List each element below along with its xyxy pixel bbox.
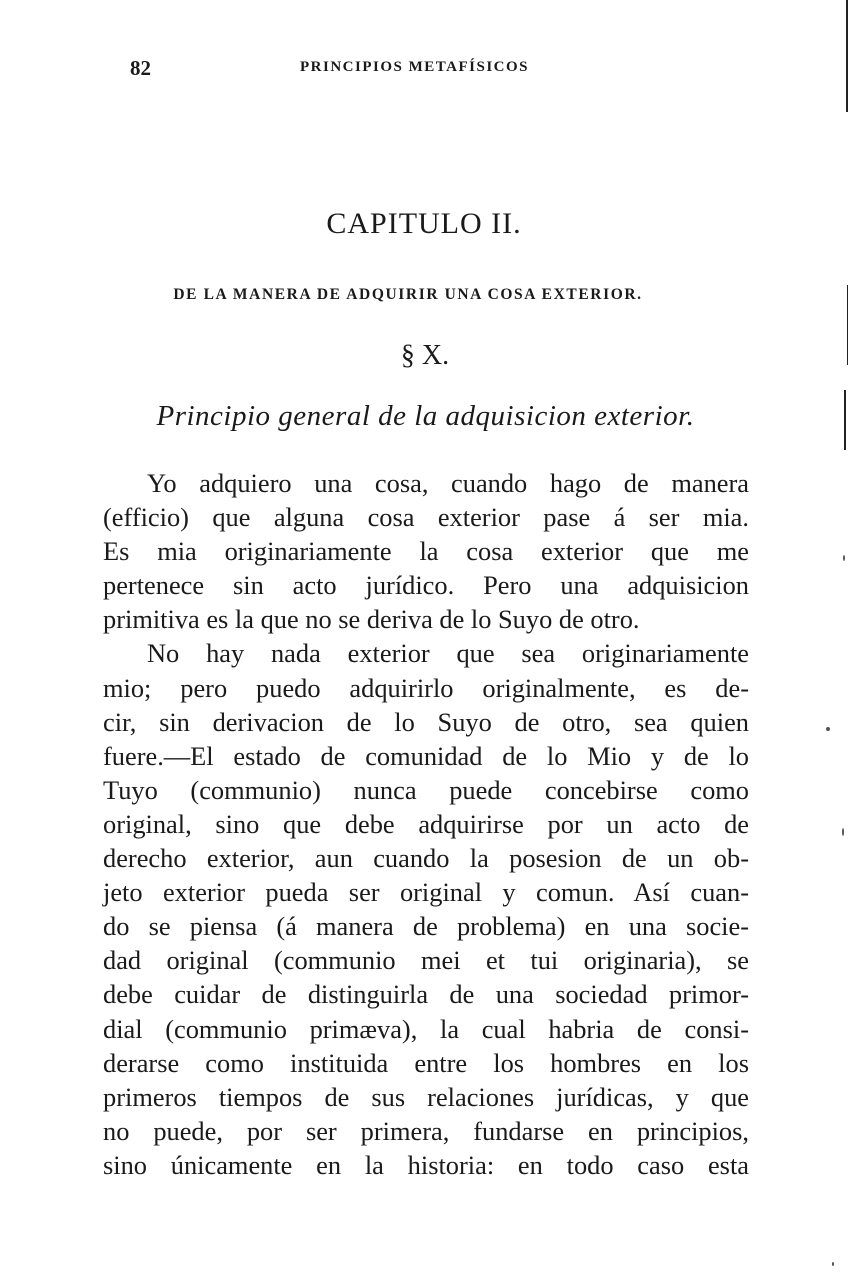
section-heading: Principio general de la adquisicion exterior. xyxy=(156,400,695,432)
scan-speck xyxy=(843,555,845,561)
scan-speck xyxy=(832,1262,834,1266)
text-line: cir, sin derivacion de lo Suyo de otro, sea quien xyxy=(103,706,749,737)
chapter-subtitle: DE LA MANERA DE ADQUIRIR UNA COSA EXTERIOR. xyxy=(173,286,643,303)
section-mark-text: § X. xyxy=(400,340,450,371)
text-line: jeto exterior pueda ser original y comun. Así cuan- xyxy=(103,877,749,908)
scan-speck xyxy=(826,727,830,731)
running-title: PRINCIPIOS METAFÍSICOS xyxy=(300,59,530,75)
text-line: derarse como instituida entre los hombres en los xyxy=(103,1047,749,1078)
page-number: 82 xyxy=(130,56,151,80)
text-line: primeros tiempos de sus relaciones jurídicas, y que xyxy=(103,1081,749,1112)
body-text xyxy=(103,466,749,1182)
section-mark xyxy=(0,340,854,372)
text-line: dial (communio primæva), la cual habria de consi- xyxy=(103,1013,749,1044)
gutter-line xyxy=(846,0,848,112)
text-line: debe cuidar de distinguirla de una sociedad primor- xyxy=(103,979,749,1010)
gutter-line xyxy=(847,285,848,365)
text-line: primitiva es la que no se deriva de lo Suyo de otro. xyxy=(103,604,640,635)
text-line: mio; pero puedo adquirirlo originalmente, es de- xyxy=(103,672,749,703)
text-line: dad original (communio mei et tui originaria), se xyxy=(103,945,749,976)
text-line: Yo adquiero una cosa, cuando hago de manera xyxy=(147,468,749,498)
chapter-title xyxy=(0,207,854,241)
text-line: pertenece sin acto jurídico. Pero una adquisicion xyxy=(103,570,749,601)
text-line: No hay nada exterior que sea originariamente xyxy=(147,638,749,669)
running-head xyxy=(130,56,750,80)
text-line: sino únicamente en la historia: en todo caso esta xyxy=(103,1149,749,1180)
scan-speck xyxy=(842,828,844,836)
text-line: derecho exterior, aun cuando la posesion de un ob- xyxy=(103,843,749,874)
text-line: do se piensa (á manera de problema) en una socie- xyxy=(103,911,749,942)
chapter-title-text: CAPITULO II. xyxy=(326,207,522,240)
text-line: Es mia originariamente la cosa exterior que me xyxy=(103,536,749,567)
text-line: fuere.—El estado de comunidad de lo Mio y de lo xyxy=(103,740,749,771)
text-line: no puede, por ser primera, fundarse en principios, xyxy=(103,1115,749,1146)
text-line: (efficio) que alguna cosa exterior pase á ser mia. xyxy=(103,502,749,533)
gutter-line xyxy=(844,390,846,450)
text-line: original, sino que debe adquirirse por un acto de xyxy=(103,808,749,839)
text-line: Tuyo (communio) nunca puede concebirse como xyxy=(103,774,749,805)
